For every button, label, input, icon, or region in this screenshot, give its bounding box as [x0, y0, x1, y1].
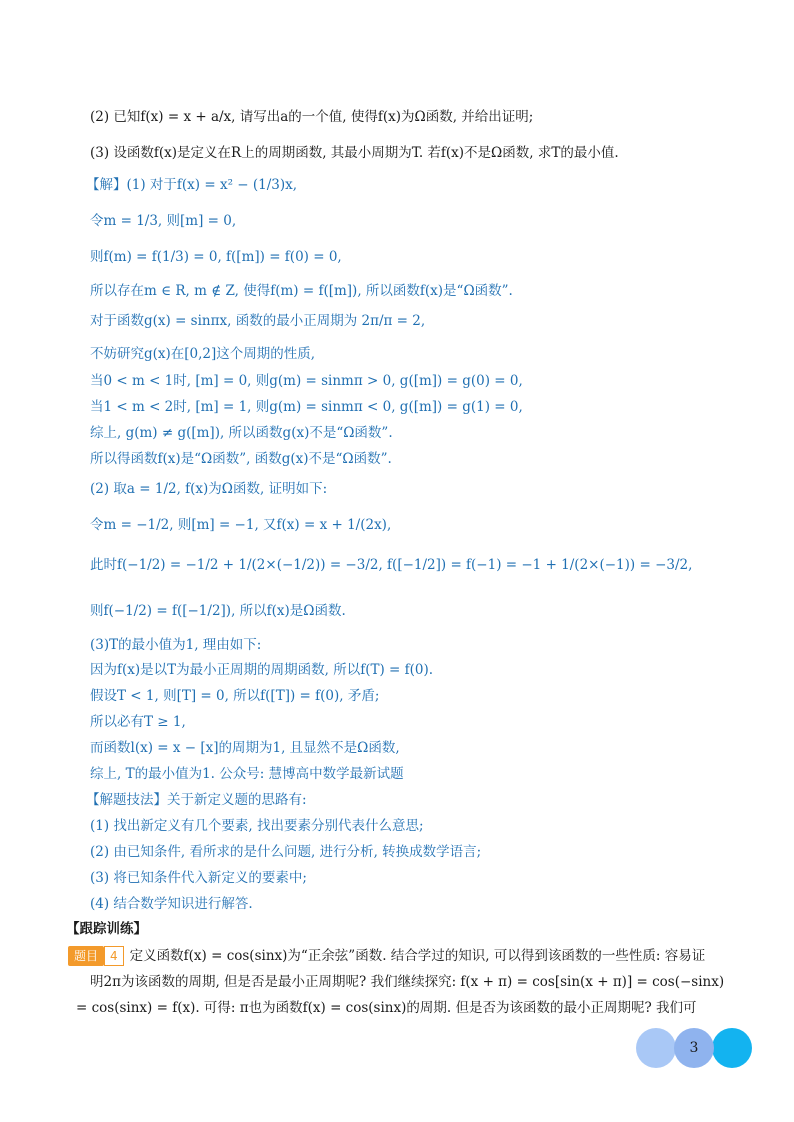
solution-line: 则f(m) = f(1/3) = 0, f([m]) = f(0) = 0, — [90, 249, 342, 265]
solution-line: (2) 由已知条件, 看所求的是什么问题, 进行分析, 转换成数学语言; — [90, 844, 482, 860]
solution-line: 令m = −1/2, 则[m] = −1, 又f(x) = x + 1/(2x), — [90, 517, 392, 533]
pager-circle-right — [712, 1028, 752, 1068]
solution-line: 当1 < m < 2时, [m] = 1, 则g(m) = sinmπ < 0, g([m]) = g(1) = 0, — [90, 399, 523, 415]
solution-line: 则f(−1/2) = f([−1/2]), 所以f(x)是Ω函数. — [90, 603, 346, 619]
solution-line: 综上, g(m) ≠ g([m]), 所以函数g(x)不是“Ω函数”. — [90, 425, 393, 441]
solution-line: (4) 结合数学知识进行解答. — [90, 896, 253, 912]
topic-number: 4 — [104, 946, 124, 966]
solution-line: (1) 找出新定义有几个要素, 找出要素分别代表什么意思; — [90, 818, 424, 834]
topic-line-3: = cos(sinx) = f(x). 可得: π也为函数f(x) = cos(sinx)的周期. 但是否为该函数的最小正周期呢? 我们可 — [76, 1000, 697, 1016]
solution-line: 而函数l(x) = x − [x]的周期为1, 且显然不是Ω函数, — [90, 740, 400, 756]
solution-line: (3)T的最小值为1, 理由如下: — [90, 637, 262, 653]
pager-circle-left — [636, 1028, 676, 1068]
solution-line: 令m = 1/3, 则[m] = 0, — [90, 213, 237, 229]
problem-line-3: (3) 设函数f(x)是定义在R上的周期函数, 其最小周期为T. 若f(x)不是Ω函数, 求T的最小值. — [90, 145, 619, 161]
solution-line: (3) 将已知条件代入新定义的要素中; — [90, 870, 307, 886]
problem-line-2: (2) 已知f(x) = x + a/x, 请写出a的一个值, 使得f(x)为Ω函数, 并给出证明; — [90, 109, 534, 125]
solution-line: 假设T < 1, 则[T] = 0, 所以f([T]) = f(0), 矛盾; — [90, 688, 380, 704]
topic-line-2: 明2π为该函数的周期, 但是否是最小正周期呢? 我们继续探究: f(x + π) = cos[sin(x + π)] = cos(−sinx) — [90, 974, 725, 990]
solution-line: 此时f(−1/2) = −1/2 + 1/(2×(−1/2)) = −3/2, f([−1/2]) = f(−1) = −1 + 1/(2×(−1)) = −3/2, — [90, 557, 693, 573]
topic-text: 定义函数f(x) = cos(sinx)为“正余弦”函数. 结合学过的知识, 可以得到该函数的一些性质: 容易证 — [129, 948, 706, 964]
solution-line: 当0 < m < 1时, [m] = 0, 则g(m) = sinmπ > 0, g([m]) = g(0) = 0, — [90, 373, 523, 389]
solution-line: 不妨研究g(x)在[0,2]这个周期的性质, — [90, 346, 316, 362]
solution-line: 所以存在m ∈ R, m ∉ Z, 使得f(m) = f([m]), 所以函数f(x)是“Ω函数”. — [90, 283, 513, 299]
solution-line: 【解】(1) 对于f(x) = x² − (1/3)x, — [86, 177, 298, 193]
solution-line: 所以得函数f(x)是“Ω函数”, 函数g(x)不是“Ω函数”. — [90, 451, 392, 467]
topic-line-1 — [68, 946, 705, 966]
page-number: 3 — [689, 1040, 699, 1056]
solution-line: (2) 取a = 1/2, f(x)为Ω函数, 证明如下: — [90, 481, 328, 497]
section-heading: 【跟踪训练】 — [66, 921, 147, 937]
solution-line: 因为f(x)是以T为最小正周期的周期函数, 所以f(T) = f(0). — [90, 662, 434, 678]
solution-line: 对于函数g(x) = sinπx, 函数的最小正周期为 2π/π = 2, — [90, 313, 426, 329]
topic-badge: 题目 — [68, 946, 104, 966]
page-number-badge — [636, 1028, 752, 1068]
solution-line: 综上, T的最小值为1. 公众号: 慧博高中数学最新试题 — [90, 766, 404, 782]
solution-line: 所以必有T ≥ 1, — [90, 714, 186, 730]
solution-line: 【解题技法】关于新定义题的思路有: — [86, 792, 307, 808]
